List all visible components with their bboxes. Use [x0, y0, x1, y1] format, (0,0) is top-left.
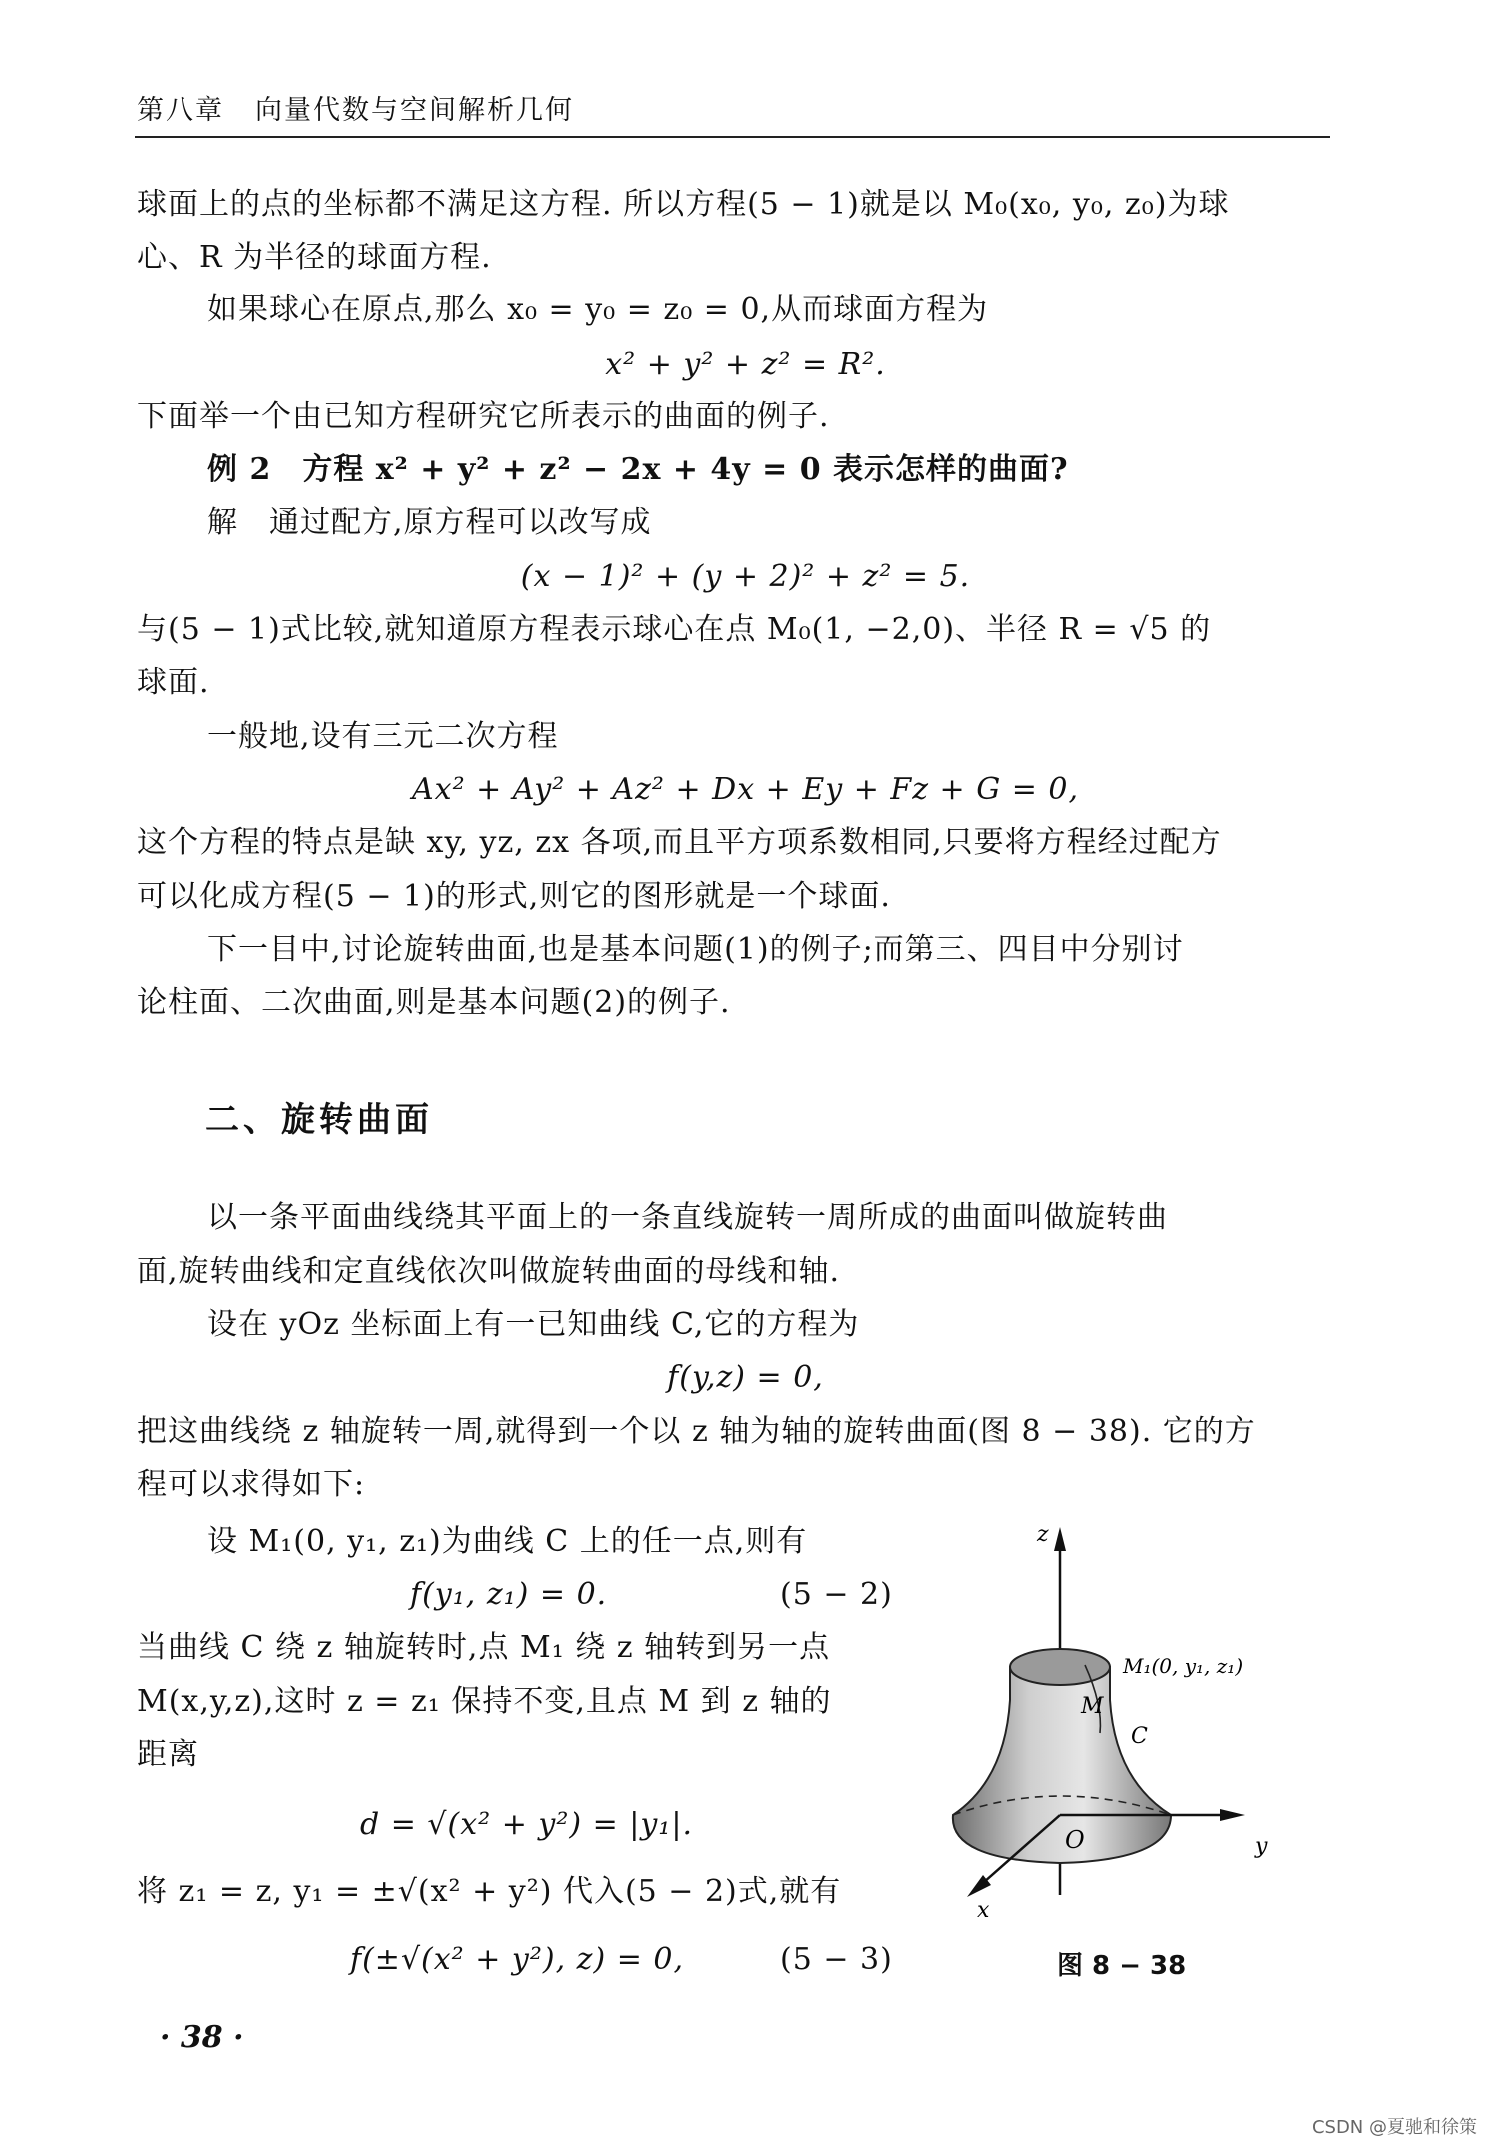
text-line: 一般地,设有三元二次方程 — [207, 719, 559, 754]
text-line: 可以化成方程(5 − 1)的形式,则它的图形就是一个球面. — [137, 879, 891, 914]
origin-label: O — [1065, 1826, 1085, 1854]
curve-c-label: C — [1131, 1724, 1148, 1749]
rotation-surface-figure — [935, 1515, 1275, 1995]
equation-distance: d = √(x² + y²) = |y₁|. — [360, 1807, 694, 1842]
text-line: 当曲线 C 绕 z 轴旋转时,点 M₁ 绕 z 轴转到另一点 — [137, 1630, 831, 1665]
watermark: CSDN @夏驰和徐策 — [1311, 2117, 1477, 2138]
text-line: M(x,y,z),这时 z = z₁ 保持不变,且点 M 到 z 轴的 — [137, 1684, 832, 1719]
text-line: 下一目中,讨论旋转曲面,也是基本问题(1)的例子;而第三、四目中分别讨 — [207, 932, 1184, 967]
equation-number: (5 − 2) — [780, 1577, 893, 1612]
text-line: 设在 yOz 坐标面上有一已知曲线 C,它的方程为 — [207, 1307, 860, 1342]
text-line: 距离 — [137, 1737, 199, 1772]
chapter-title: 向量代数与空间解析几何 — [255, 95, 574, 126]
x-axis-label: x — [977, 1898, 990, 1923]
text-line: 球面上的点的坐标都不满足这方程. 所以方程(5 − 1)就是以 M₀(x₀, y₀, z₀)为球 — [137, 187, 1230, 222]
text-line: 下面举一个由已知方程研究它所表示的曲面的例子. — [137, 399, 830, 434]
text-line: 如果球心在原点,那么 x₀ = y₀ = z₀ = 0,从而球面方程为 — [207, 292, 989, 327]
y-axis-label: y — [1255, 1834, 1268, 1859]
text-line: 这个方程的特点是缺 xy, yz, zx 各项,而且平方项系数相同,只要将方程经过配方 — [137, 825, 1222, 860]
text-line: 球面. — [137, 665, 210, 700]
text-line: 与(5 − 1)式比较,就知道原方程表示球心在点 M₀(1, −2,0)、半径 R = √5 的 — [137, 612, 1212, 647]
point-m1-label: M₁(0, y₁, z₁) — [1123, 1654, 1244, 1678]
equation-5-2: f(y₁, z₁) = 0. — [410, 1577, 608, 1612]
page-number: · 38 · — [160, 2020, 244, 2055]
equation-general-quadric: Ax² + Ay² + Az² + Dx + Ey + Fz + G = 0, — [411, 772, 1080, 807]
point-m-label: M — [1081, 1694, 1104, 1719]
z-axis-label: z — [1037, 1522, 1049, 1547]
page-header — [135, 88, 1330, 138]
equation-sphere-origin: x² + y² + z² = R². — [605, 347, 886, 382]
text-line: 面,旋转曲线和定直线依次叫做旋转曲面的母线和轴. — [137, 1254, 841, 1289]
surface-body — [953, 1667, 1171, 1863]
example-2: 例 2 方程 x² + y² + z² − 2x + 4y = 0 表示怎样的曲面? — [207, 452, 1069, 487]
text-line: 把这曲线绕 z 轴旋转一周,就得到一个以 z 轴为轴的旋转曲面(图 8 − 38). 它的方 — [137, 1414, 1256, 1449]
text-line: 心、R 为半径的球面方程. — [137, 240, 492, 275]
solution-line: 解 通过配方,原方程可以改写成 — [207, 505, 652, 540]
chapter-label: 第八章 — [137, 95, 224, 126]
equation-number: (5 − 3) — [780, 1942, 893, 1977]
text-line: 论柱面、二次曲面,则是基本问题(2)的例子. — [137, 985, 731, 1020]
text-line: 以一条平面曲线绕其平面上的一条直线旋转一周所成的曲面叫做旋转曲 — [207, 1200, 1168, 1235]
top-rim — [1010, 1649, 1110, 1685]
text-line: 将 z₁ = z, y₁ = ±√(x² + y²) 代入(5 − 2)式,就有 — [137, 1874, 842, 1909]
equation-curve: f(y,z) = 0, — [667, 1360, 824, 1395]
text-line: 程可以求得如下: — [137, 1467, 366, 1502]
equation-5-3: f(±√(x² + y²), z) = 0, — [350, 1942, 685, 1977]
text-line: 设 M₁(0, y₁, z₁)为曲线 C 上的任一点,则有 — [207, 1524, 808, 1559]
equation-completed-square: (x − 1)² + (y + 2)² + z² = 5. — [520, 559, 971, 594]
figure-caption: 图 8 − 38 — [1057, 1951, 1187, 1981]
section-heading: 二、旋转曲面 — [205, 1100, 433, 1140]
